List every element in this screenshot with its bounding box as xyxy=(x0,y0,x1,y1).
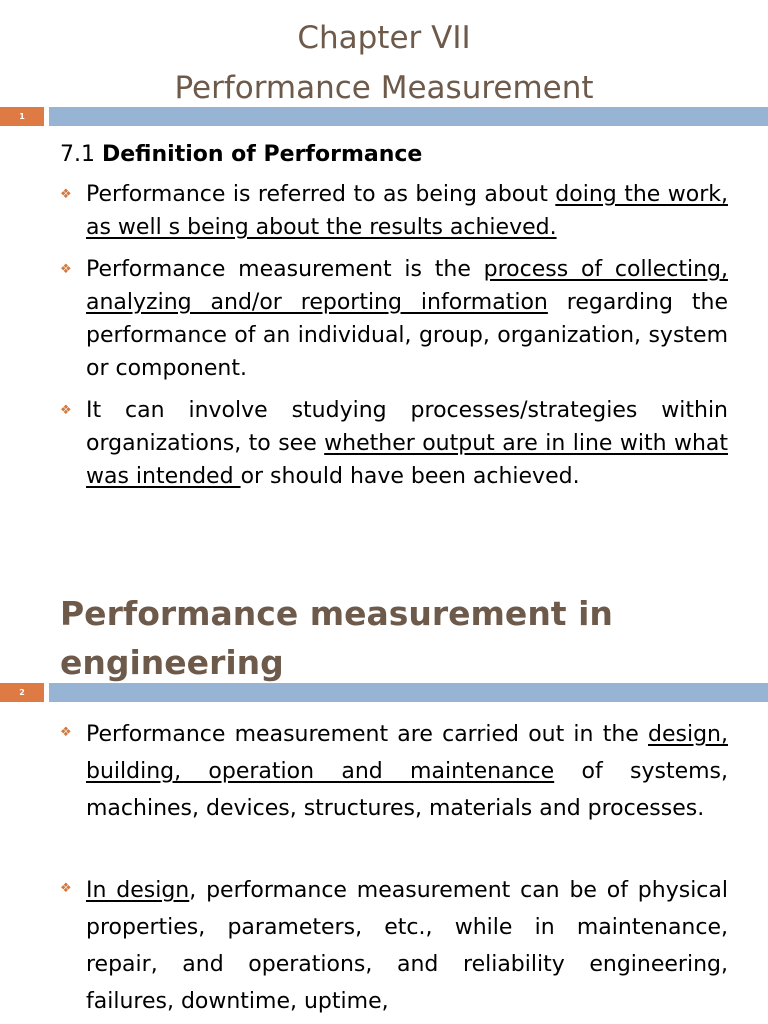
text-run: or should have been achieved. xyxy=(240,464,580,489)
bullet-text xyxy=(86,253,728,385)
bullet-text xyxy=(86,178,728,244)
text-run: regarding the performance of an individual, group, organization, system or component. xyxy=(86,290,729,381)
bullet-diamond-icon: ❖ xyxy=(60,187,72,202)
slide-number: 1 xyxy=(0,107,44,126)
slide-2-header-bar xyxy=(0,683,768,702)
slide-1-title xyxy=(0,13,768,113)
bullet-diamond-icon: ❖ xyxy=(60,262,72,277)
section-title: Definition of Performance xyxy=(102,142,423,167)
underlined-phrase: doing the work, as well s being about the results achieved. xyxy=(86,182,728,240)
bullet-item xyxy=(60,872,728,1020)
underlined-phrase: whether output are in line with what was intended xyxy=(86,431,729,489)
slide-1-header-bar xyxy=(0,107,768,126)
slide-number: 2 xyxy=(0,683,44,702)
bullet-diamond-icon: ❖ xyxy=(60,725,72,740)
bullet-item xyxy=(60,394,728,493)
header-bar-fill xyxy=(49,107,768,126)
text-run: Performance measurement is the xyxy=(86,257,484,282)
header-bar-fill xyxy=(49,683,768,702)
text-run: It can involve studying processes/strategies within organizations, to see xyxy=(86,398,728,456)
title-line-2: Performance Measurement xyxy=(174,70,594,106)
bullet-text xyxy=(86,716,728,827)
bullet-diamond-icon: ❖ xyxy=(60,403,72,418)
title-line-1: Chapter VII xyxy=(297,20,471,56)
bullet-item xyxy=(60,178,728,244)
underlined-phrase: design, building, operation and maintenance xyxy=(86,722,728,784)
bullet-text xyxy=(86,872,728,1020)
text-run: Performance is referred to as being about xyxy=(86,182,556,207)
bullet-diamond-icon: ❖ xyxy=(60,881,72,896)
bullet-item xyxy=(60,716,728,827)
bullet-text xyxy=(86,394,728,493)
slide-2-title: Performance measurement in engineering xyxy=(60,594,613,682)
underlined-phrase: In design xyxy=(86,878,190,903)
text-run: of systems, machines, devices, structures, materials and processes. xyxy=(86,759,728,821)
text-run: , performance measurement can be of physical properties, parameters, etc., while in maintenance, repair, and operations, and reliability engineering, failures, downtime, uptime, xyxy=(86,878,728,1014)
underlined-phrase: process of collecting, analyzing and/or reporting information xyxy=(86,257,728,315)
section-number: 7.1 xyxy=(60,142,95,167)
bullet-item xyxy=(60,253,728,385)
section-heading xyxy=(60,140,422,170)
text-run: Performance measurement are carried out in the xyxy=(86,722,649,747)
